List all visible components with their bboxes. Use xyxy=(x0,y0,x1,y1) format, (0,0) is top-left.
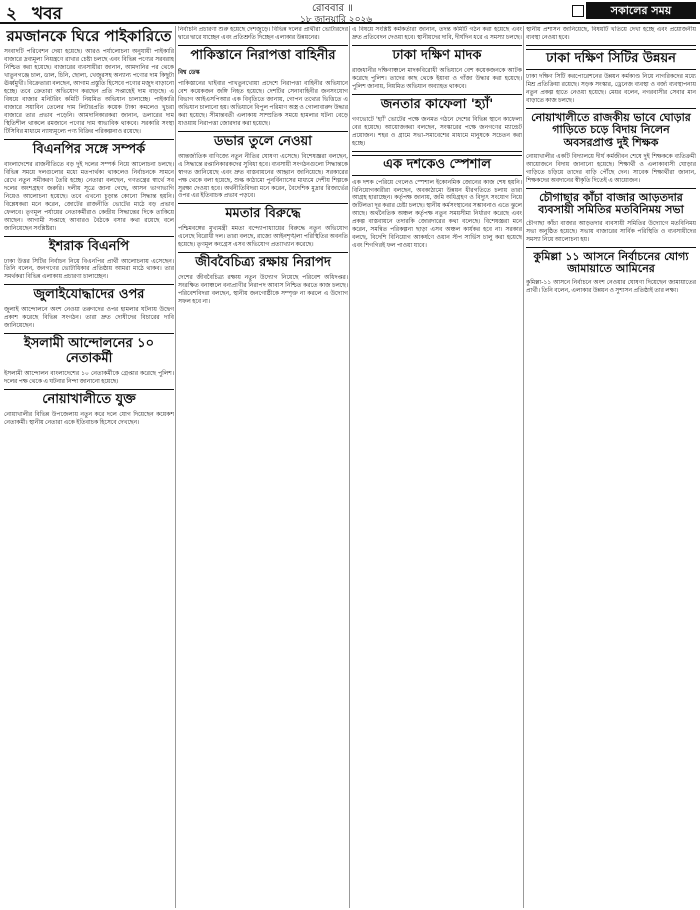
divider xyxy=(178,203,348,204)
article-body: স্থানীয় প্রশাসন জানিয়েছে, বিষয়টি খতিয়ে দেখা হচ্ছে এবং প্রয়োজনীয় ব্যবস্থা নেওয়া হবে। xyxy=(526,26,696,41)
article-body: এ বিষয়ে সংশ্লিষ্ট কর্মকর্তারা জানান, তদন্ত কমিটি গঠন করা হয়েছে এবং দ্রুত প্রতিবেদন দেওয়া হবে। স্থানীয়দের দাবি, দীর্ঘদিন ধরে এ সমস্যা চলছে। xyxy=(352,26,522,41)
article-body: নির্বাচনি প্রচারণা শুরু হয়েছে দেশজুড়ে। বিভিন্ন দলের প্রার্থীরা ভোটারদের দ্বারে দ্বারে যাচ্ছেন এবং প্রতিশ্রুতি দিচ্ছেন এলাকার উন্নয়নের। xyxy=(178,26,348,41)
masthead xyxy=(0,0,700,24)
headline: বিএনপির সঙ্গে সম্পর্ক xyxy=(32,141,146,157)
article-body: ঢাকা উত্তর সিটির নির্বাচন নিয়ে বিএনপির প্রার্থী আলোচনায় এসেছেন। তিনি বলেন, জনগণের ভোটাধিকার প্রতিষ্ঠায় আমরা মাঠে থাকব। তার সমর্থকরা বিভিন্ন এলাকায় প্রচারণা চালাচ্ছেন। xyxy=(4,257,174,281)
newspaper-logo: সকালের সময় xyxy=(586,2,696,19)
headline: ইশরাক বিএনপি xyxy=(48,238,130,254)
article-body: নোয়াখালীর একটি বিদ্যালয়ে দীর্ঘ কর্মজীবন শেষে দুই শিক্ষককে ব্যতিক্রমী আয়োজনে বিদায় জানানো হয়েছে। শিক্ষার্থী ও এলাকাবাসী ঘোড়ার গাড়িতে চড়িয়ে তাদের বাড়ি পৌঁছে দেন। সাবেক শিক্ষার্থীরা জানান, শিক্ষকদের অবদানের স্বীকৃতি দিতেই এ আয়োজন। xyxy=(526,152,696,184)
page-number: ২ xyxy=(6,4,18,24)
divider xyxy=(352,151,522,152)
divider xyxy=(4,139,174,140)
headline: ঢাকা দক্ষিণ মাদক xyxy=(392,47,482,63)
divider xyxy=(526,188,696,189)
divider xyxy=(352,45,522,46)
headline: এক দশকেও স্পেশাল xyxy=(352,155,522,176)
article-body: ইসলামী আন্দোলন বাংলাদেশের ১০ নেতাকর্মীকে গ্রেপ্তার করেছে পুলিশ। দলের পক্ষ থেকে এ ঘটনার নিন্দা জানানো হয়েছে। xyxy=(4,370,174,386)
divider xyxy=(526,108,696,109)
article-body: এক দশক পেরিয়ে গেলেও স্পেশাল ইকোনমিক জোনের কাজ শেষ হয়নি। বিনিয়োগকারীরা বলছেন, অবকাঠামো উন্নয়ন ধীরগতিতে চলায় তারা আগ্রহ হারাচ্ছেন। কর্তৃপক্ষ জানায়, জমি অধিগ্রহণ ও বিদ্যুৎ সংযোগ নিয়ে জটিলতা দূর করার চেষ্টা চলছে। স্থানীয় কর্মসংস্থানের সম্ভাবনাও এতে ঝুলে আছে। অর্থনৈতিক অঞ্চল কর্তৃপক্ষ নতুন সময়সীমা নির্ধারণ করেছে এবং প্রকল্প বাস্তবায়নে তদারকি জোরদারের কথা বলেছে। বিশেষজ্ঞরা মনে করেন, সমন্বিত পরিকল্পনা ছাড়া এসব অঞ্চল কার্যকর হবে না। সরকার বলছে, বিদেশি বিনিয়োগ আকর্ষণে ওয়ান স্টপ সার্ভিস চালু করা হয়েছে এবং শিগগিরই ফল পাওয়া যাবে। xyxy=(352,178,522,250)
divider xyxy=(526,45,696,46)
article-body: আন্তর্জাতিক বাণিজ্যে নতুন নীতির ঘোষণা এসেছে। বিশেষজ্ঞরা বলছেন, এ সিদ্ধান্তে রপ্তানিকারকদের সুবিধা হবে। ব্যবসায়ী সংগঠনগুলো সিদ্ধান্তকে স্বাগত জানিয়েছে এবং দ্রুত বাস্তবায়নের আহ্বান জানিয়েছে। সরকারের পক্ষ থেকে বলা হয়েছে, শুল্ক কাঠামো পুনর্বিন্যাসের মাধ্যমে দেশীয় শিল্পকে সুরক্ষা দেওয়া হবে। অর্থনীতিবিদরা মনে করেন, বৈদেশিক মুদ্রার রিজার্ভের ওপর এর ইতিবাচক প্রভাব পড়বে। xyxy=(178,152,348,200)
article-body: কুমিল্লা-১১ আসনে নির্বাচনে অংশ নেওয়ার ঘোষণা দিয়েছেন জামায়াতের প্রার্থী। তিনি বলেন, এলাকার উন্নয়ন ও সুশাসন প্রতিষ্ঠাই তার লক্ষ্য। xyxy=(526,279,696,294)
headline: নোয়াখালীতে রাজকীয় ভাবে ঘোড়ার গাড়িতে চড়ে বিদায় নিলেন অবসরপ্রাপ্ত দুই শিক্ষক xyxy=(531,110,691,150)
headline: জীববৈচিত্র্য রক্ষায় নিরাপদ xyxy=(195,255,331,271)
issue-date: ১৮ জানুয়ারি ২০২৬ xyxy=(300,15,373,25)
headline: মমতার বিরুদ্ধে xyxy=(225,206,301,222)
divider xyxy=(4,284,174,285)
article-body: সংবাদটি পরিবেশন দেয়া হয়েছে। আরও পর্যালোচনা অনুযায়ী পাইকারি বাজারে দ্রব্যমূল্য নিয়ন্ত্রণে রাখার চেষ্টা চলছে এবং বিভিন্ন পণ্যের সরবরাহ নিশ্চিত করা হয়েছে। বাজারের ব্যবসায়ীরা জানান, আমদানির পর থেকে খাতুনগঞ্জে চাল, ডাল, চিনি, ছোলা, খেজুরসহ অন্যান্য পণ্যের দাম কিছুটা ঊর্ধ্বমুখী। বিক্রেতারা বলছেন, আগাম প্রস্তুতি হিসেবে পণ্যের মজুদ বাড়ানো হচ্ছে। তবে ক্রেতারা অভিযোগ করছেন প্রতি সপ্তাহেই দাম বাড়ছে। এ বিষয়ে বাজার মনিটরিং কমিটি নিয়মিত অভিযান চালাচ্ছে। পাইকারি বাজারে সয়াবিন তেলের দাম লিটারপ্রতি কয়েক টাকা কমলেও খুচরা বাজারে তার প্রভাব পড়েনি। আমদানিকারকরা জানান, ডলারের দাম স্থিতিশীল থাকলে রমজানে পণ্যের দাম স্বাভাবিক থাকবে। সরকারি সংস্থা টিসিবির মাধ্যমে ন্যায্যমূল্যে পণ্য বিক্রির পরিকল্পনাও রয়েছে। xyxy=(4,48,174,135)
headline: জুলাইযোদ্ধাদের ওপর xyxy=(33,287,145,303)
issue-day: রোববার ॥ xyxy=(312,3,353,14)
article-body: পশ্চিমবঙ্গের মুখ্যমন্ত্রী মমতা বন্দ্যোপাধ্যায়ের বিরুদ্ধে নতুন অভিযোগ এনেছে বিরোধী দল। তারা বলছে, রাজ্যে আইনশৃঙ্খলা পরিস্থিতির অবনতি হয়েছে। তৃণমূল কংগ্রেস এসব অভিযোগ প্রত্যাখ্যান করেছে। xyxy=(178,225,348,249)
headline: ইসলামী আন্দোলনের ১০ নেতাকর্মী xyxy=(23,336,155,367)
logo-mark-icon xyxy=(572,5,584,17)
divider xyxy=(352,94,522,95)
article-body: দেশের জীববৈচিত্র্য রক্ষায় নতুন উদ্যোগ নিয়েছে পরিবেশ অধিদপ্তর। সংরক্ষিত বনাঞ্চলে বন্যপ্রাণীর নিরাপদ আবাস নিশ্চিত করতে কাজ চলছে। পরিবেশবিদরা বলছেন, স্থানীয় জনগোষ্ঠীকে সম্পৃক্ত না করলে এ উদ্যোগ সফল হবে না। xyxy=(178,274,348,306)
column-divider xyxy=(175,26,176,908)
headline: নোয়াখালীতে যুক্ত xyxy=(42,392,136,408)
headline: চৌগাছার কাঁচা বাজার আড়তদার ব্যবসায়ী সমিতির মতবিনিময় সভা xyxy=(538,190,684,217)
divider xyxy=(4,333,174,334)
headline: ডভার তুলে নেওয়া xyxy=(214,133,312,149)
headline: কুমিল্লা ১১ আসনে নির্বাচনের যোগ্য জামায়াতে আমিনের xyxy=(533,249,689,276)
divider xyxy=(178,252,348,253)
column-divider xyxy=(349,26,350,908)
article-body: রাজধানীর দক্ষিণাঞ্চলে মাদকবিরোধী অভিযানে বেশ কয়েকজনকে আটক করেছে পুলিশ। তাদের কাছ থেকে ইয়াবা ও গাঁজা উদ্ধার করা হয়েছে। পুলিশ জানায়, নিয়মিত অভিযান অব্যাহত থাকবে। xyxy=(352,66,522,90)
column-1 xyxy=(4,26,174,908)
column-3 xyxy=(352,26,522,908)
divider xyxy=(178,131,348,132)
section-title: খবর xyxy=(32,4,62,24)
article-body: চৌগাছা কাঁচা বাজার আড়তদার ব্যবসায়ী সমিতির উদ্যোগে মতবিনিময় সভা অনুষ্ঠিত হয়েছে। সভায় বাজারের সার্বিক পরিস্থিতি ও ব্যবসায়ীদের সমস্যা নিয়ে আলোচনা হয়। xyxy=(526,219,696,243)
article-body: পাকিস্তানের খাইবার পাখতুনখোয়া প্রদেশে নিরাপত্তা বাহিনীর অভিযানে বেশ কয়েকজন জঙ্গি নিহত হয়েছে। দেশটির সেনাবাহিনীর জনসংযোগ বিভাগ আইএসপিআর এক বিবৃতিতে জানায়, গোপন তথ্যের ভিত্তিতে এ অভিযান চালানো হয়। অভিযানে বিপুল পরিমাণ অস্ত্র ও গোলাবারুদ উদ্ধার করা হয়েছে। সীমান্তবর্তী এলাকায় সাম্প্রতিক সময়ে হামলার ঘটনা বেড়ে যাওয়ায় নিরাপত্তা জোরদার করা হয়েছে। xyxy=(178,79,348,127)
headline: পাকিস্তানে নিরাপত্তা বাহিনীর xyxy=(190,47,336,63)
headline: জনতার কাফেলা 'হ্যাঁ' xyxy=(380,96,494,112)
article-body: জুলাই আন্দোলনে অংশ নেওয়া তরুণদের ওপর হামলার ঘটনায় উদ্বেগ প্রকাশ করেছে বিভিন্ন সংগঠন। তারা দ্রুত দোষীদের বিচারের দাবি জানিয়েছেন। xyxy=(4,306,174,330)
byline: বিশ্ব ডেস্ক xyxy=(178,68,200,76)
divider xyxy=(4,389,174,390)
column-divider xyxy=(523,26,524,908)
article-body: বাংলাদেশের রাজনীতিতে বড় দুই দলের সম্পর্ক নিয়ে আলোচনা চলছে। বিভিন্ন সময়ে দলগুলোর মধ্যে মতপার্থক্য থাকলেও নির্বাচনকে সামনে রেখে নতুন সমীকরণ তৈরি হচ্ছে। নেতারা বলছেন, গণতন্ত্রের স্বার্থে সব দলের অংশগ্রহণ জরুরি। দলীয় সূত্রে জানা গেছে, আসন ভাগাভাগি নিয়েও আলোচনা হয়েছে। তবে এখনো চূড়ান্ত কোনো সিদ্ধান্ত হয়নি। বিশ্লেষকরা মনে করেন, জোটের রাজনীতি ভোটের মাঠে বড় প্রভাব ফেলবে। তৃণমূল পর্যায়ের নেতাকর্মীরাও কেন্দ্রীয় সিদ্ধান্তের দিকে তাকিয়ে আছেন। আগামী সপ্তাহে আবারও বৈঠকে বসার কথা রয়েছে বলে জানিয়েছেন সংশ্লিষ্টরা। xyxy=(4,160,174,232)
headline: ঢাকা দক্ষিণ সিটির উন্নয়ন xyxy=(526,49,696,70)
article-body: গণভোটে 'হ্যাঁ' ভোটের পক্ষে জনমত গঠনে দেশের বিভিন্ন স্থানে কাফেলা বের হয়েছে। আয়োজকরা বলছেন, সংস্কারের পক্ষে জনগণের ম্যান্ডেট প্রয়োজন। শহর ও গ্রামে সভা-সমাবেশের মাধ্যমে মানুষকে সচেতন করা হচ্ছে। xyxy=(352,115,522,147)
article-body: নোয়াখালীর বিভিন্ন উপজেলায় নতুন করে দলে যোগ দিয়েছেন কয়েকশ নেতাকর্মী। স্থানীয় নেতারা একে ইতিবাচক হিসেবে দেখছেন। xyxy=(4,411,174,426)
column-4 xyxy=(526,26,696,908)
headline: রমজানকে ঘিরে পাইকারিতে xyxy=(6,27,172,45)
article-body: ঢাকা দক্ষিণ সিটি করপোরেশনের উন্নয়ন কর্মকাণ্ড নিয়ে নাগরিকদের মধ্যে মিশ্র প্রতিক্রিয়া রয়েছে। সড়ক সংস্কার, ড্রেনেজ ব্যবস্থা ও বর্জ্য ব্যবস্থাপনায় নতুন প্রকল্প হাতে নেওয়া হয়েছে। মেয়র বলেন, নগরবাসীর সেবার মান বাড়াতে কাজ চলছে। xyxy=(526,72,696,104)
divider xyxy=(526,247,696,248)
divider xyxy=(4,236,174,237)
column-2 xyxy=(178,26,348,908)
divider xyxy=(178,45,348,46)
